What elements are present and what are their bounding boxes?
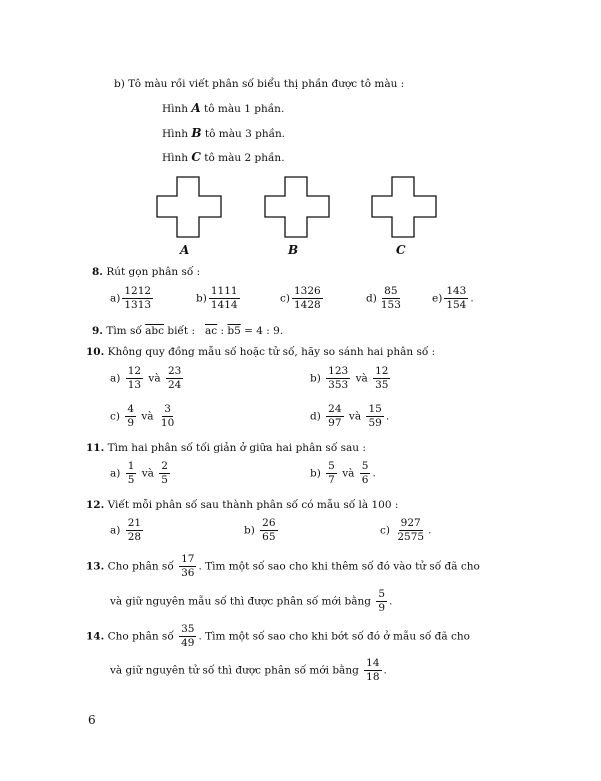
q10-item-b: b) $\frac{123}{353}$ và $\frac{12}{35}$ <box>310 365 389 392</box>
q12-item-c: c) $\frac{927}{2575}$ . <box>380 517 432 544</box>
shape-c-caption: Hình C tô màu 2 phần. <box>162 150 285 164</box>
figure-label-a: A <box>180 243 190 257</box>
shape-a-caption: Hình A tô màu 1 phần. <box>162 101 285 115</box>
q12-item-b: b) $\frac{26}{65}$ <box>244 517 276 544</box>
figure-label-b: B <box>288 243 299 257</box>
q8-item-a: a) $\frac{1212}{1313}$ <box>110 285 152 312</box>
q14-line1: 14. Cho phân số $\frac{35}{49}$ . Tìm một số sao cho khi bớt số đó ở mẫu số đã cho <box>86 623 470 650</box>
q10-item-d: d) $\frac{24}{97}$ và $\frac{15}{59}$ . <box>310 403 390 430</box>
cross-figure-b <box>264 176 330 238</box>
q8-item-c: c) $\frac{1326}{1428}$ <box>280 285 321 312</box>
figure-label-c: C <box>396 243 406 257</box>
q11-heading: 11. Tìm hai phân số tối giản ở giữa hai phân số sau : <box>86 442 366 454</box>
q8-item-d: d) $\frac{85}{153}$ <box>366 285 401 312</box>
q13-line1: 13. Cho phân số $\frac{17}{36}$ . Tìm một số sao cho khi thêm số đó vào tử số đã cho <box>86 553 480 580</box>
q8-item-e: e) $\frac{143}{154}$ . <box>432 285 474 312</box>
shape-b-caption: Hình B tô màu 3 phần. <box>162 126 286 140</box>
cross-figure-a <box>156 176 222 238</box>
q13-line2: và giữ nguyên mẫu số thì được phân số mới bằng $\frac{5}{9}$ . <box>110 588 393 615</box>
q12-heading: 12. Viết mỗi phân số sau thành phân số có mẫu số là 100 : <box>86 499 399 511</box>
q10-heading: 10. Không quy đồng mẫu số hoặc tử số, hãy so sánh hai phân số : <box>86 346 436 358</box>
q11-item-a: a) $\frac{1}{5}$ và $\frac{2}{5}$ <box>110 460 168 487</box>
q8-heading: 8. Rút gọn phân số : <box>92 266 201 278</box>
q11-item-b: b) $\frac{5}{7}$ và $\frac{5}{6}$ . <box>310 460 376 487</box>
q8-item-b: b) $\frac{1111}{1414}$ <box>196 285 238 312</box>
page-number: 6 <box>88 713 96 727</box>
intro-line: b) Tô màu rồi viết phân số biểu thị phần được tô màu : <box>114 78 405 90</box>
q9-line: 9. Tìm số $\overline{abc}$ biết : $\overline{ac}$ : b5 = 4 : 9. <box>92 325 284 337</box>
cross-figure-c <box>371 176 437 238</box>
q14-line2: và giữ nguyên tử số thì được phân số mới bằng $\frac{14}{18}$ . <box>110 657 387 684</box>
q10-item-a: a) $\frac{12}{13}$ và $\frac{23}{24}$ <box>110 365 182 392</box>
q10-item-c: c) $\frac{4}{9}$ và $\frac{3}{10}$ <box>110 403 175 430</box>
q12-item-a: a) $\frac{21}{28}$ <box>110 517 142 544</box>
